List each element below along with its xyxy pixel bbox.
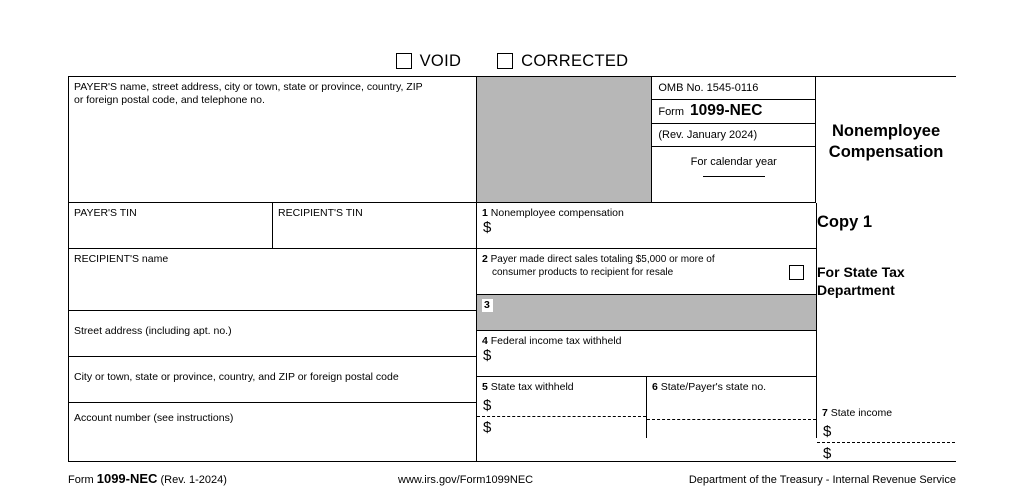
box-1-nonemployee-compensation[interactable] — [477, 203, 817, 249]
street-address-field[interactable] — [69, 311, 476, 357]
payer-info-field[interactable] — [69, 77, 477, 203]
box-5-currency-2: $ — [483, 419, 492, 436]
footer-website[interactable]: www.irs.gov/Form1099NEC — [398, 474, 534, 486]
calendar-year-block — [652, 147, 815, 181]
corrected-label: CORRECTED — [521, 51, 629, 70]
box-7-label: State income — [830, 407, 893, 419]
box-1-number: 1 — [482, 207, 488, 219]
recipient-address-stack — [69, 249, 477, 461]
header-shaded-area — [477, 77, 652, 203]
box-6-label: State/Payer's state no. — [660, 381, 767, 393]
box-5-number: 5 — [482, 381, 488, 393]
payer-tin-field[interactable] — [69, 203, 273, 249]
box-5-state-tax-withheld[interactable] — [477, 377, 647, 438]
recipient-name-field[interactable] — [69, 249, 476, 311]
omb-block — [651, 77, 816, 203]
payer-tin-label: PAYER'S TIN — [74, 207, 137, 219]
box-1-label: Nonemployee compensation — [490, 207, 624, 219]
box-2-label-line2: consumer products to recipient for resale — [492, 266, 674, 278]
footer-form-number: 1099-NEC — [96, 471, 158, 486]
recipient-tin-field[interactable] — [273, 203, 477, 249]
street-address-label: Street address (including apt. no.) — [74, 325, 232, 337]
form-revision: (Rev. January 2024) — [652, 124, 815, 147]
footer-revision: (Rev. 1-2024) — [160, 474, 227, 486]
calendar-year-input[interactable] — [703, 175, 765, 177]
box-1-currency: $ — [483, 219, 492, 236]
city-state-zip-label: City or town, state or province, country, and ZIP or foreign postal code — [74, 371, 399, 383]
account-number-label: Account number (see instructions) — [74, 412, 234, 424]
box-2-number: 2 — [482, 253, 488, 265]
account-number-field[interactable] — [69, 403, 476, 445]
footer-form-word: Form — [68, 474, 94, 486]
form-1099-nec — [68, 48, 956, 486]
calendar-year-label: For calendar year — [690, 156, 777, 168]
corrected-checkbox-group[interactable] — [497, 52, 628, 71]
for-state-line2: Department — [817, 282, 895, 298]
box-4-currency: $ — [483, 347, 492, 364]
void-corrected-row — [68, 48, 956, 74]
form-footer — [68, 462, 956, 486]
form-word: Form — [658, 106, 685, 118]
box-5-6-row — [477, 377, 817, 438]
payer-label-line2: or foreign postal code, and telephone no. — [74, 94, 265, 106]
box-3-reserved — [477, 295, 817, 331]
omb-number: OMB No. 1545-0116 — [652, 77, 815, 100]
box-6-state-payer-number[interactable] — [647, 377, 817, 438]
corrected-checkbox[interactable] — [497, 53, 513, 69]
tin-row — [69, 203, 956, 249]
form-title-line2: Compensation — [828, 143, 944, 161]
box-2-direct-sales[interactable] — [477, 249, 817, 295]
boxes-middle-stack — [477, 249, 817, 461]
recipient-tin-label: RECIPIENT'S TIN — [278, 207, 363, 219]
for-state-line1: For State Tax — [817, 264, 905, 280]
box-4-federal-tax-withheld[interactable] — [477, 331, 817, 377]
box-6-number: 6 — [652, 381, 658, 393]
box-2-checkbox[interactable] — [789, 265, 804, 280]
copy-label: Copy 1 — [817, 213, 873, 231]
payer-label-line1: PAYER'S name, street address, city or town, state or province, country, ZIP — [74, 81, 423, 93]
copy-recipient-block — [817, 249, 955, 357]
void-checkbox[interactable] — [396, 53, 412, 69]
box-4-number: 4 — [482, 335, 488, 347]
form-table — [68, 76, 956, 462]
right-column — [817, 249, 955, 461]
box-4-label: Federal income tax withheld — [490, 335, 622, 347]
recipient-name-label: RECIPIENT'S name — [74, 253, 169, 265]
box-3-number: 3 — [482, 299, 493, 312]
form-number: 1099-NEC — [690, 102, 763, 119]
recipient-box2-row — [69, 249, 956, 461]
box-7-currency-2: $ — [823, 445, 832, 462]
form-identifier — [652, 100, 815, 124]
footer-agency: Department of the Treasury - Internal Revenue Service — [688, 474, 956, 486]
box-5-currency-1: $ — [483, 397, 492, 414]
city-state-zip-field[interactable] — [69, 357, 476, 403]
void-checkbox-group[interactable] — [396, 52, 462, 71]
box-5-label: State tax withheld — [490, 381, 574, 393]
box-7-number: 7 — [822, 407, 828, 419]
box-7-state-income[interactable] — [817, 403, 955, 461]
form-title — [816, 77, 956, 203]
box-7-currency-1: $ — [823, 423, 832, 440]
box-2-label-line1: Payer made direct sales totaling $5,000 or more of — [490, 254, 715, 265]
header-row — [69, 77, 956, 203]
form-title-line1: Nonemployee — [831, 122, 941, 140]
void-label: VOID — [419, 51, 462, 70]
